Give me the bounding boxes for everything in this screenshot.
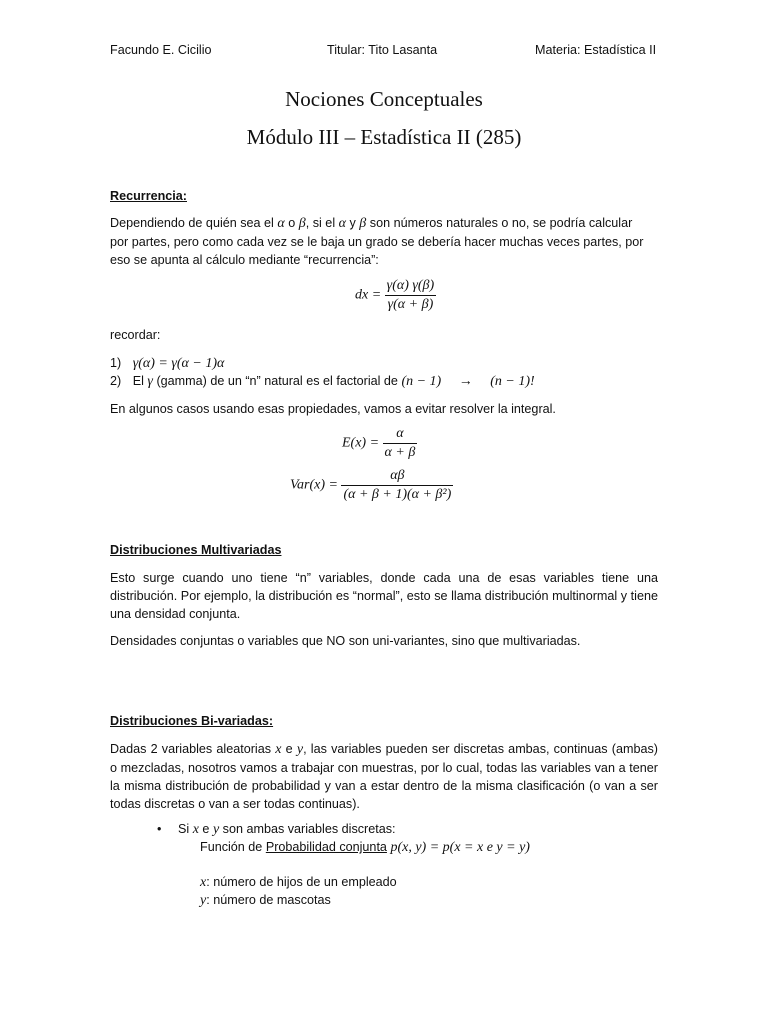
beta-symbol: β <box>359 216 367 231</box>
gamma-symbol: γ <box>147 374 153 389</box>
probabilidad-conjunta-term: Probabilidad conjunta <box>265 840 387 854</box>
probability-function-line <box>200 840 530 856</box>
equation-lhs: Var(x) = <box>290 477 338 493</box>
recurrencia-line-2: por partes, pero como cada vez se le baja un grado se debería hacer muchas veces partes, por <box>110 235 644 249</box>
text-span: e <box>285 742 293 756</box>
text-span: Si <box>178 822 190 836</box>
variable-y: y <box>200 893 207 908</box>
variable-x: x <box>200 875 207 890</box>
text-span: El <box>132 374 144 388</box>
item-math: (n − 1) <box>401 374 442 389</box>
fraction-denominator: γ(α + β) <box>385 295 437 313</box>
alpha-symbol: α <box>338 216 346 231</box>
page-subtitle: Módulo III – Estadística II (285) <box>246 125 522 149</box>
text-span: e <box>202 822 210 836</box>
recordar-item-1 <box>110 356 224 372</box>
text-span: o mezcladas, nosotros vamos a trabajar con muestras, por lo cual, todas las variables van a tener la misma distribución de probabilidad y van a estar dentro de la misma clasificación (o van a ser todas discretas o van a ser todas continuas). <box>110 761 658 811</box>
recurrencia-line-1 <box>110 214 658 233</box>
variable-x-description <box>200 875 397 891</box>
header-materia: Materia: Estadística II <box>535 43 657 57</box>
text-span: , si el <box>305 216 336 230</box>
recurrencia-paragraph <box>110 214 658 269</box>
multivariadas-paragraph-1: Esto surge cuando uno tiene “n” variables, donde cada una de esas variables tiene una distribución. Por ejemplo, la distribución es “normal”, esto se llama distribución multinormal y tiene una densidad conjunta. <box>110 571 658 621</box>
list-number: 2) <box>110 374 122 388</box>
equation-fraction <box>385 278 437 313</box>
recurrencia-line-3: eso se apunta al cálculo mediante “recurrencia”: <box>110 253 379 267</box>
equation-lhs: dx = <box>355 287 382 303</box>
bivariadas-paragraph <box>110 740 658 813</box>
bullet-text <box>178 822 396 838</box>
header-titular: Titular: Tito Lasanta <box>327 43 438 57</box>
equation-fraction <box>341 468 453 503</box>
bullet-icon: • <box>157 822 162 836</box>
equation-variance <box>290 468 453 503</box>
beta-symbol: β <box>298 216 306 231</box>
list-number: 1) <box>110 356 122 370</box>
multivariadas-heading: Distribuciones Multivariadas <box>110 543 282 557</box>
page-title: Nociones Conceptuales <box>285 87 483 111</box>
arrow-icon: → <box>458 374 473 389</box>
text-span: Dependiendo de quién sea el <box>110 216 274 230</box>
recordar-label: recordar: <box>110 328 161 342</box>
variable-y: y <box>296 742 304 757</box>
fraction-denominator: α + β <box>384 445 416 460</box>
variable-y-description <box>200 893 331 909</box>
text-span: (gamma) de un “n” natural es el factorial de <box>156 374 398 388</box>
fraction-numerator: α <box>396 426 404 441</box>
fraction-denominator: (α + β + 1)(α + β²) <box>343 487 452 502</box>
recurrencia-paragraph-2: En algunos casos usando esas propiedades, vamos a evitar resolver la integral. <box>110 402 556 416</box>
bivariadas-heading: Distribuciones Bi-variadas: <box>110 714 274 728</box>
alpha-symbol: α <box>277 216 285 231</box>
equation-lhs: E(x) = <box>342 435 380 451</box>
header-author: Facundo E. Cicilio <box>110 43 212 57</box>
recurrencia-heading: Recurrencia: <box>110 189 187 203</box>
probability-formula: p(x, y) = p(x = x e y = y) <box>390 840 530 855</box>
equation-dx <box>355 278 436 313</box>
recordar-item-2 <box>110 374 535 390</box>
variable-x: x <box>275 742 282 757</box>
text-span: , las variables pueden ser discretas ambas, continuas (ambas) <box>303 742 658 756</box>
text-span: : número de mascotas <box>206 893 331 907</box>
text-span: y <box>349 216 356 230</box>
item-math: γ(α) = γ(α − 1)α <box>132 356 225 371</box>
text-span: son números naturales o no, se podría calcular <box>369 216 633 230</box>
text-span: Función de <box>200 840 263 854</box>
text-span: Dadas 2 variables aleatorias <box>110 742 272 756</box>
equation-fraction <box>383 426 418 461</box>
fraction-numerator: αβ <box>390 468 405 483</box>
multivariadas-paragraph-2: Densidades conjuntas o variables que NO son uni-variantes, sino que multivariadas. <box>110 634 581 648</box>
equation-expectation <box>342 426 417 461</box>
fraction-numerator: γ(α) γ(β) <box>386 278 435 293</box>
item-math: (n − 1)! <box>490 374 535 389</box>
variable-y: y <box>212 822 220 837</box>
text-span: o <box>288 216 296 230</box>
variable-x: x <box>192 822 199 837</box>
text-span: son ambas variables discretas: <box>222 822 396 836</box>
text-span: : número de hijos de un empleado <box>206 875 397 889</box>
